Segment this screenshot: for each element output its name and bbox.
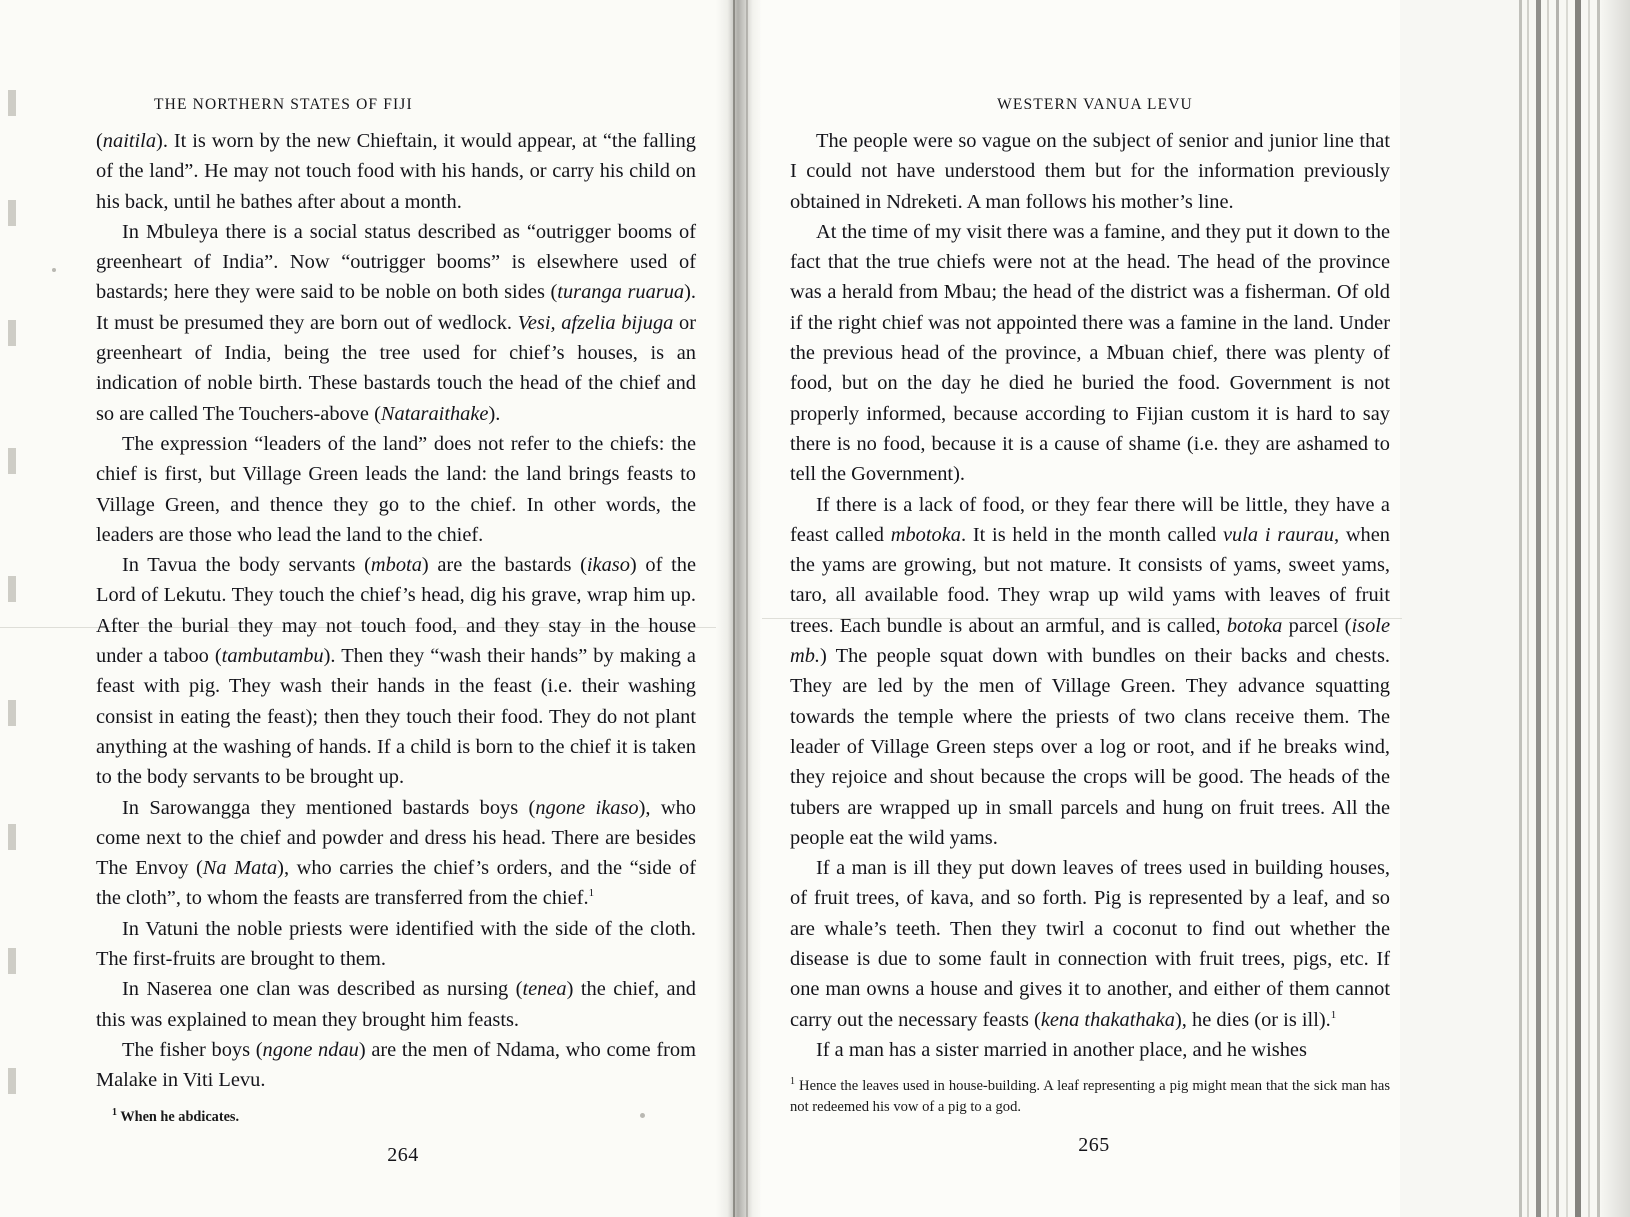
paragraph: In Mbuleya there is a social status described as “outrigger booms of greenheart of India”. Now “outrigger booms” is elsewhere used of bastards; here they were said to be noble on both sides (turanga ruarua). It must be presumed they are born out of wedlock. Vesi, afzelia bijuga or greenheart of India, being the tree used for chief’s houses, is an indication of noble birth. These bastards touch the head of the chief and so are called The Touchers-above (Nataraithake). (96, 220, 696, 425)
right-page-folio: 265 (1078, 1134, 1110, 1157)
page-edge-7 (1575, 0, 1581, 1217)
margin-tick (8, 320, 16, 346)
paragraph: In Tavua the body servants (mbota) are the bastards (ikaso) of the Lord of Lekutu. They touch the chief’s head, dig his grave, wrap him up. After the burial they may not touch food, and they stay in the house under a taboo (tambutambu). Then they “wash their hands” by making a feast with pig. They wash their hands in the feast (i.e. their washing consist in eating the feast); then they touch their food. They do not plant anything at the washing of hands. If a child is born to the chief it is taken to the body servants to be brought up. (96, 554, 696, 789)
page-edge-6 (1566, 0, 1568, 1217)
page-edge-4 (1547, 0, 1549, 1217)
margin-tick (8, 1068, 16, 1094)
margin-tick (8, 448, 16, 474)
margin-tick (8, 700, 16, 726)
left-running-head: THE NORTHERN STATES OF FIJI (154, 96, 413, 113)
page-edge-2 (1527, 0, 1529, 1217)
left-page-footnote: $^1$ When he abdicates. (112, 1106, 240, 1125)
paragraph: The fisher boys (ngone ndau) are the men of Ndama, who come from Malake in Viti Levu. (96, 1038, 696, 1092)
paragraph: In Sarowangga they mentioned bastards boys (ngone ikaso), who come next to the chief and powder and dress his head. There are besides The Envoy (Na Mata), who carries the chief’s orders, and the “side of the cloth”, to whom the feasts are transferred from the chief.$^1$ (96, 796, 696, 910)
margin-tick (8, 200, 16, 226)
paragraph: The people were so vague on the subject of senior and junior line that I could not have understood them but for the information previously obtained in Ndreketi. A man follows his mother’s line. (790, 130, 1390, 213)
paragraph: The expression “leaders of the land” does not refer to the chiefs: the chief is first, but Village Green leads the land: the land brings feasts to Village Green, and thence they go to the chief. In other words, the leaders are those who lead the land to the chief. (96, 432, 696, 546)
right-page-footnote: $^1$ Hence the leaves used in house-building. A leaf representing a pig might mean that the sick man has not redeemed his vow of a pig to a god. (790, 1076, 1390, 1116)
left-page-folio: 264 (387, 1143, 419, 1166)
right-page (790, 0, 1390, 1157)
paragraph: If there is a lack of food, or they fear there will be little, they have a feast called mbotoka. It is held in the month called vula i raurau, when the yams are growing, but not mature. It consists of yams, sweet yams, taro, all available food. They wrap up wild yams with leaves of fruit trees. Each bundle is about an armful, and is called, botoka parcel (isole mb.) The people squat down with bundles on their backs and chests. They are led by the men of Village Green. They advance squatting towards the temple where the priests of two clans receive them. The leader of Village Green steps over a log or root, and if he breaks wind, they rejoice and shout because the crops will be good. The heads of the tubers are wrapped up in small parcels and hung on fruit trees. All the people eat the wild yams. (790, 493, 1390, 849)
paragraph: In Vatuni the noble priests were identified with the side of the cloth. The first-fruits are brought to them. (96, 917, 696, 971)
paragraph: In Naserea one clan was described as nursing (tenea) the chief, and this was explained to mean they brought him feasts. (96, 978, 696, 1031)
margin-tick (8, 90, 16, 116)
page-edge-1 (1519, 0, 1522, 1217)
paragraph: At the time of my visit there was a famine, and they put it down to the fact that the true chiefs were not at the head. The head of the province was a herald from Mbau; the head of the district was a fisherman. Of old if the right chief was not appointed there was a famine in the land. Under the previous head of the province, a Mbuan chief, there was plenty of food, but on the day he died he buried the food. Government is not properly informed, because according to Fijian custom it is hard to say there is no food, because it is a cause of shame (i.e. they are ashamed to tell the Government). (790, 220, 1390, 486)
margin-tick (8, 576, 16, 602)
paragraph: (naitila). It is worn by the new Chieftain, it would appear, at “the falling of the land”. He may not touch food with his hands, or carry his child on his back, until he bathes after about a month. (96, 130, 696, 213)
gutter-line-outer (746, 0, 748, 1217)
gutter-line-inner (733, 0, 735, 1217)
right-running-head: WESTERN VANUA LEVU (997, 96, 1193, 113)
margin-tick (8, 824, 16, 850)
page-edge-shading (1600, 0, 1630, 1217)
page-edge-8 (1588, 0, 1590, 1217)
outer-margin-background (1400, 0, 1630, 1217)
margin-tick (8, 948, 16, 974)
paragraph: If a man has a sister married in another place, and he wishes (816, 1038, 1307, 1061)
page-edge-5 (1556, 0, 1559, 1217)
right-page-body (790, 126, 1390, 1065)
book-gutter-shadow (716, 0, 762, 1217)
page-edge-3 (1536, 0, 1541, 1217)
left-page (96, 0, 696, 1167)
left-page-body (96, 126, 696, 1096)
paragraph: If a man is ill they put down leaves of trees used in building houses, of fruit trees, of kava, and so forth. Pig is represented by a leaf, and so are whale’s teeth. Then they twirl a coconut to find out whether the disease is due to some fault in connection with fruit trees, pigs, etc. If one man owns a house and gives it to another, and either of them cannot carry out the necessary feasts (kena thakathaka), he dies (or is ill).$^1$ (790, 857, 1390, 1031)
paper-speck (52, 268, 56, 272)
